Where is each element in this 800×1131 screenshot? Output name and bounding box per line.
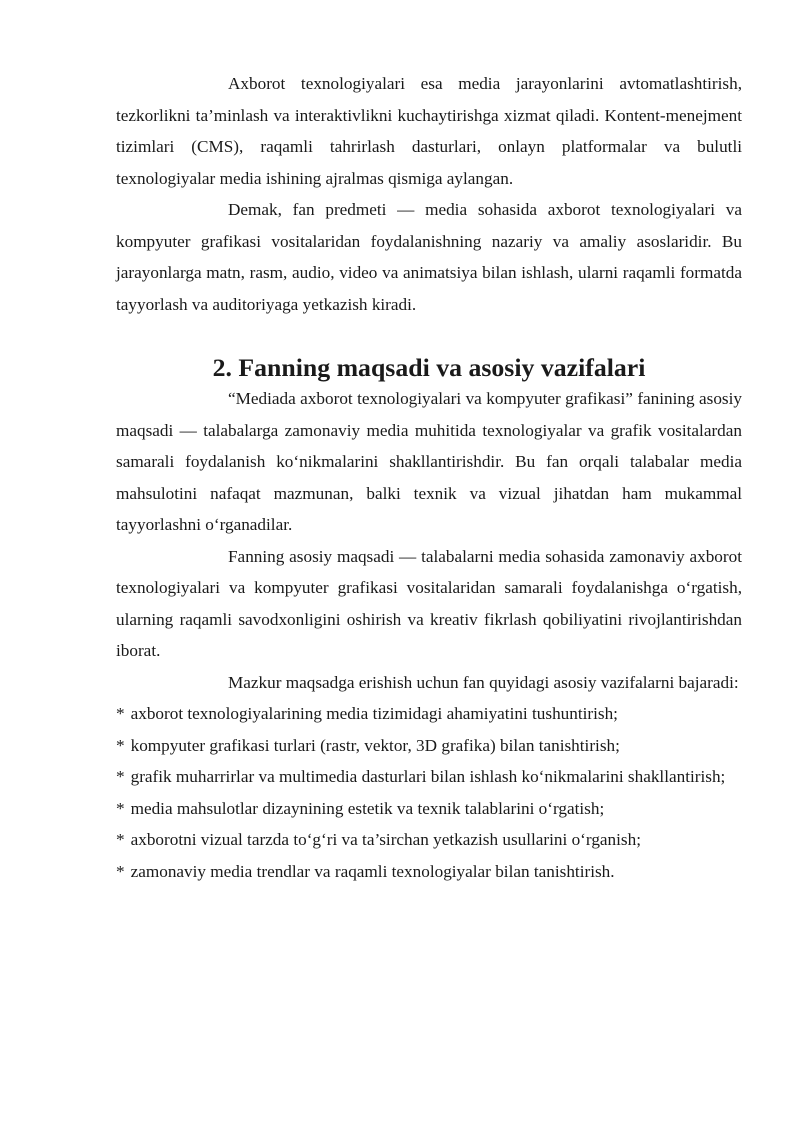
document-page bbox=[116, 68, 742, 887]
list-item bbox=[116, 824, 742, 856]
section-paragraph-2: Fanning asosiy maqsadi — talabalarni media sohasida zamonaviy axborot texnologiyalari va kompyuter grafikasi vositalaridan samarali foydalanishga o‘rgatish, ularning raqamli savodxonligini oshirish va kreativ fikrlash qobiliyatini rivojlantirishdan iborat. bbox=[116, 546, 742, 660]
list-item-text: axborot texnologiyalarining media tizimidagi ahamiyatini tushuntirish; bbox=[130, 704, 618, 723]
bullet-marker: * bbox=[116, 735, 125, 755]
list-item bbox=[116, 793, 742, 825]
list-item-text: kompyuter grafikasi turlari (rastr, vektor, 3D grafika) bilan tanishtirish; bbox=[130, 735, 620, 755]
list-item bbox=[116, 730, 742, 762]
intro-paragraph-1: Axborot texnologiyalari esa media jarayonlarini avtomatlashtirish, tezkorlikni ta’minlash va interaktivlikni kuchaytirishga xizmat qiladi. Kontent-menejment tizimlari (CMS), raqamli tahrirlash dasturlari, onlayn platformalar va bulutli texnologiyalar media ishining ajralmas qismiga aylangan. bbox=[116, 74, 742, 188]
list-item bbox=[116, 856, 742, 888]
intro-paragraph-2: Demak, fan predmeti — media sohasida axborot texnologiyalari va kompyuter grafikasi vositalaridan foydalanishning nazariy va amaliy asoslaridir. Bu jarayonlarga matn, rasm, audio, video va animatsiya bilan ishlash, ularni raqamli formatda tayyorlash va auditoriyaga yetkazish kiradi. bbox=[116, 200, 742, 314]
bullet-marker: * bbox=[116, 861, 125, 881]
task-list bbox=[116, 698, 742, 887]
list-item-text: axborotni vizual tarzda to‘g‘ri va ta’sirchan yetkazish usullarini o‘rganish; bbox=[130, 830, 641, 849]
list-item bbox=[116, 761, 742, 793]
list-item-text: zamonaviy media trendlar va raqamli texnologiyalar bilan tanishtirish. bbox=[130, 861, 615, 881]
bullet-marker: * bbox=[116, 798, 125, 818]
section-paragraph-1: “Mediada axborot texnologiyalari va kompyuter grafikasi” fanining asosiy maqsadi — talabalarga zamonaviy media muhitida texnologiyalar va grafik vositalardan samarali foydalanish ko‘nikmalarini shakllantirishdir. Bu fan orqali talabalar media mahsulotini nafaqat mazmunan, balki texnik va vizual jihatdan ham mukammal tayyorlashni o‘rganadilar. bbox=[116, 389, 742, 534]
bullet-marker: * bbox=[116, 767, 125, 786]
bullet-marker: * bbox=[116, 704, 125, 723]
section-heading: 2. Fanning maqsadi va asosiy vazifalari bbox=[212, 352, 646, 382]
bullet-marker: * bbox=[116, 830, 125, 849]
list-item-text: grafik muharrirlar va multimedia dasturlari bilan ishlash ko‘nikmalarini shakllantirish; bbox=[130, 767, 726, 786]
list-item-text: media mahsulotlar dizaynining estetik va texnik talablarini o‘rgatish; bbox=[130, 798, 605, 818]
section-spacer bbox=[116, 320, 742, 352]
section-paragraph-3: Mazkur maqsadga erishish uchun fan quyidagi asosiy vazifalarni bajaradi: bbox=[228, 672, 739, 692]
list-item bbox=[116, 698, 742, 730]
